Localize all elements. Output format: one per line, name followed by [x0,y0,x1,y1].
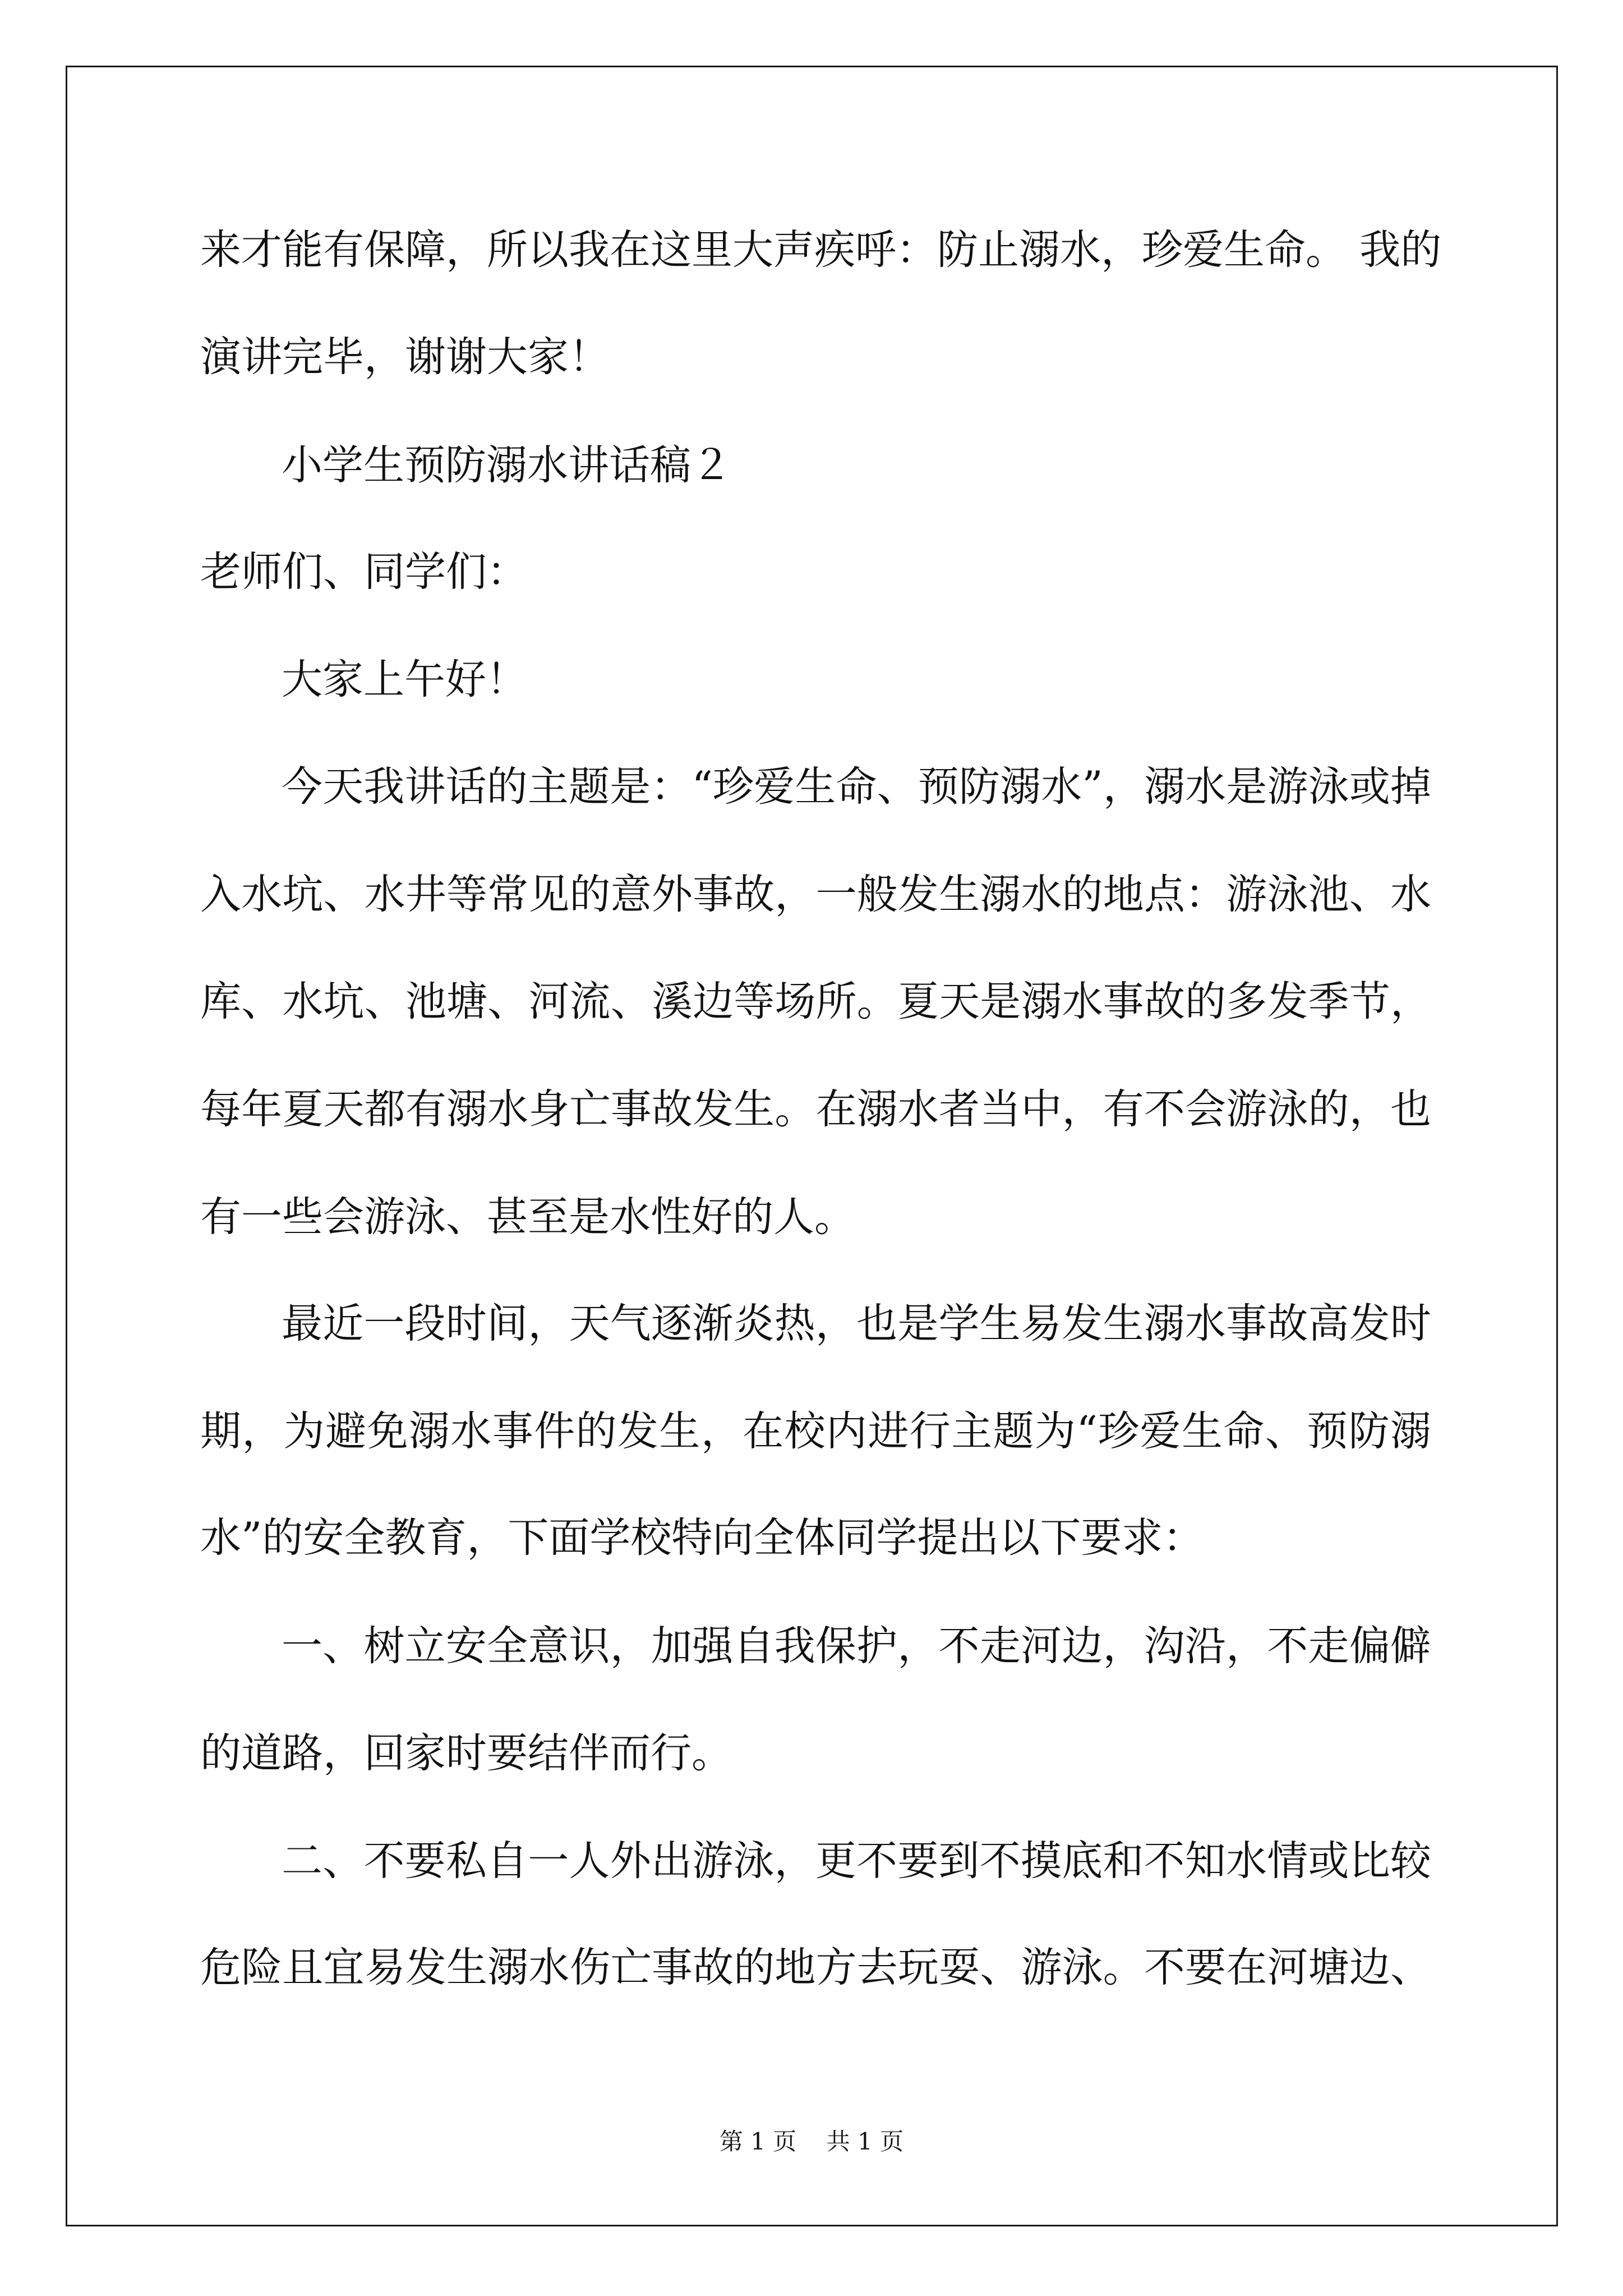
section-heading: 小学生预防溺水讲话稿２ [282,441,732,489]
text-line: 最近一段时间，天气逐渐炎热，也是学生易发生溺水事故高发时 [282,1300,1431,1347]
text-line: 库、水坑、池塘、河流、溪边等场所。夏天是溺水事故的多发季节， [200,978,1431,1025]
salutation: 老师们、同学们： [200,548,528,596]
greeting: 大家上午好！ [282,656,527,703]
text-line: 期，为避免溺水事件的发生，在校内进行主题为“珍爱生命、预防溺 [200,1407,1431,1455]
text-line: 来才能有保障，所以我在这里大声疾呼：防止溺水，珍爱生命。 我的 [200,226,1442,274]
text-line: 一、树立安全意识，加强自我保护，不走河边，沟沿，不走偏僻 [282,1622,1431,1670]
page-number-footer: 第 1 页 共 1 页 [719,2128,904,2155]
page-border [66,66,1558,2226]
text-line: 每年夏天都有溺水身亡事故发生。在溺水者当中，有不会游泳的，也 [200,1085,1431,1133]
text-line: 的道路，回家时要结伴而行。 [200,1729,732,1777]
text-line: 今天我讲话的主题是：“珍爱生命、预防溺水”，溺水是游泳或掉 [282,763,1431,811]
text-line: 二、不要私自一人外出游泳，更不要到不摸底和不知水情或比较 [282,1837,1431,1885]
text-line: 有一些会游泳、甚至是水性好的人。 [200,1193,855,1241]
text-line: 演讲完毕，谢谢大家！ [200,333,610,381]
text-line: 入水坑、水井等常见的意外事故，一般发生溺水的地点：游泳池、水 [200,871,1431,918]
text-line: 危险且宜易发生溺水伤亡事故的地方去玩耍、游泳。不要在河塘边、 [200,1944,1431,1991]
text-line: 水”的安全教育，下面学校特向全体同学提出以下要求： [200,1514,1204,1562]
